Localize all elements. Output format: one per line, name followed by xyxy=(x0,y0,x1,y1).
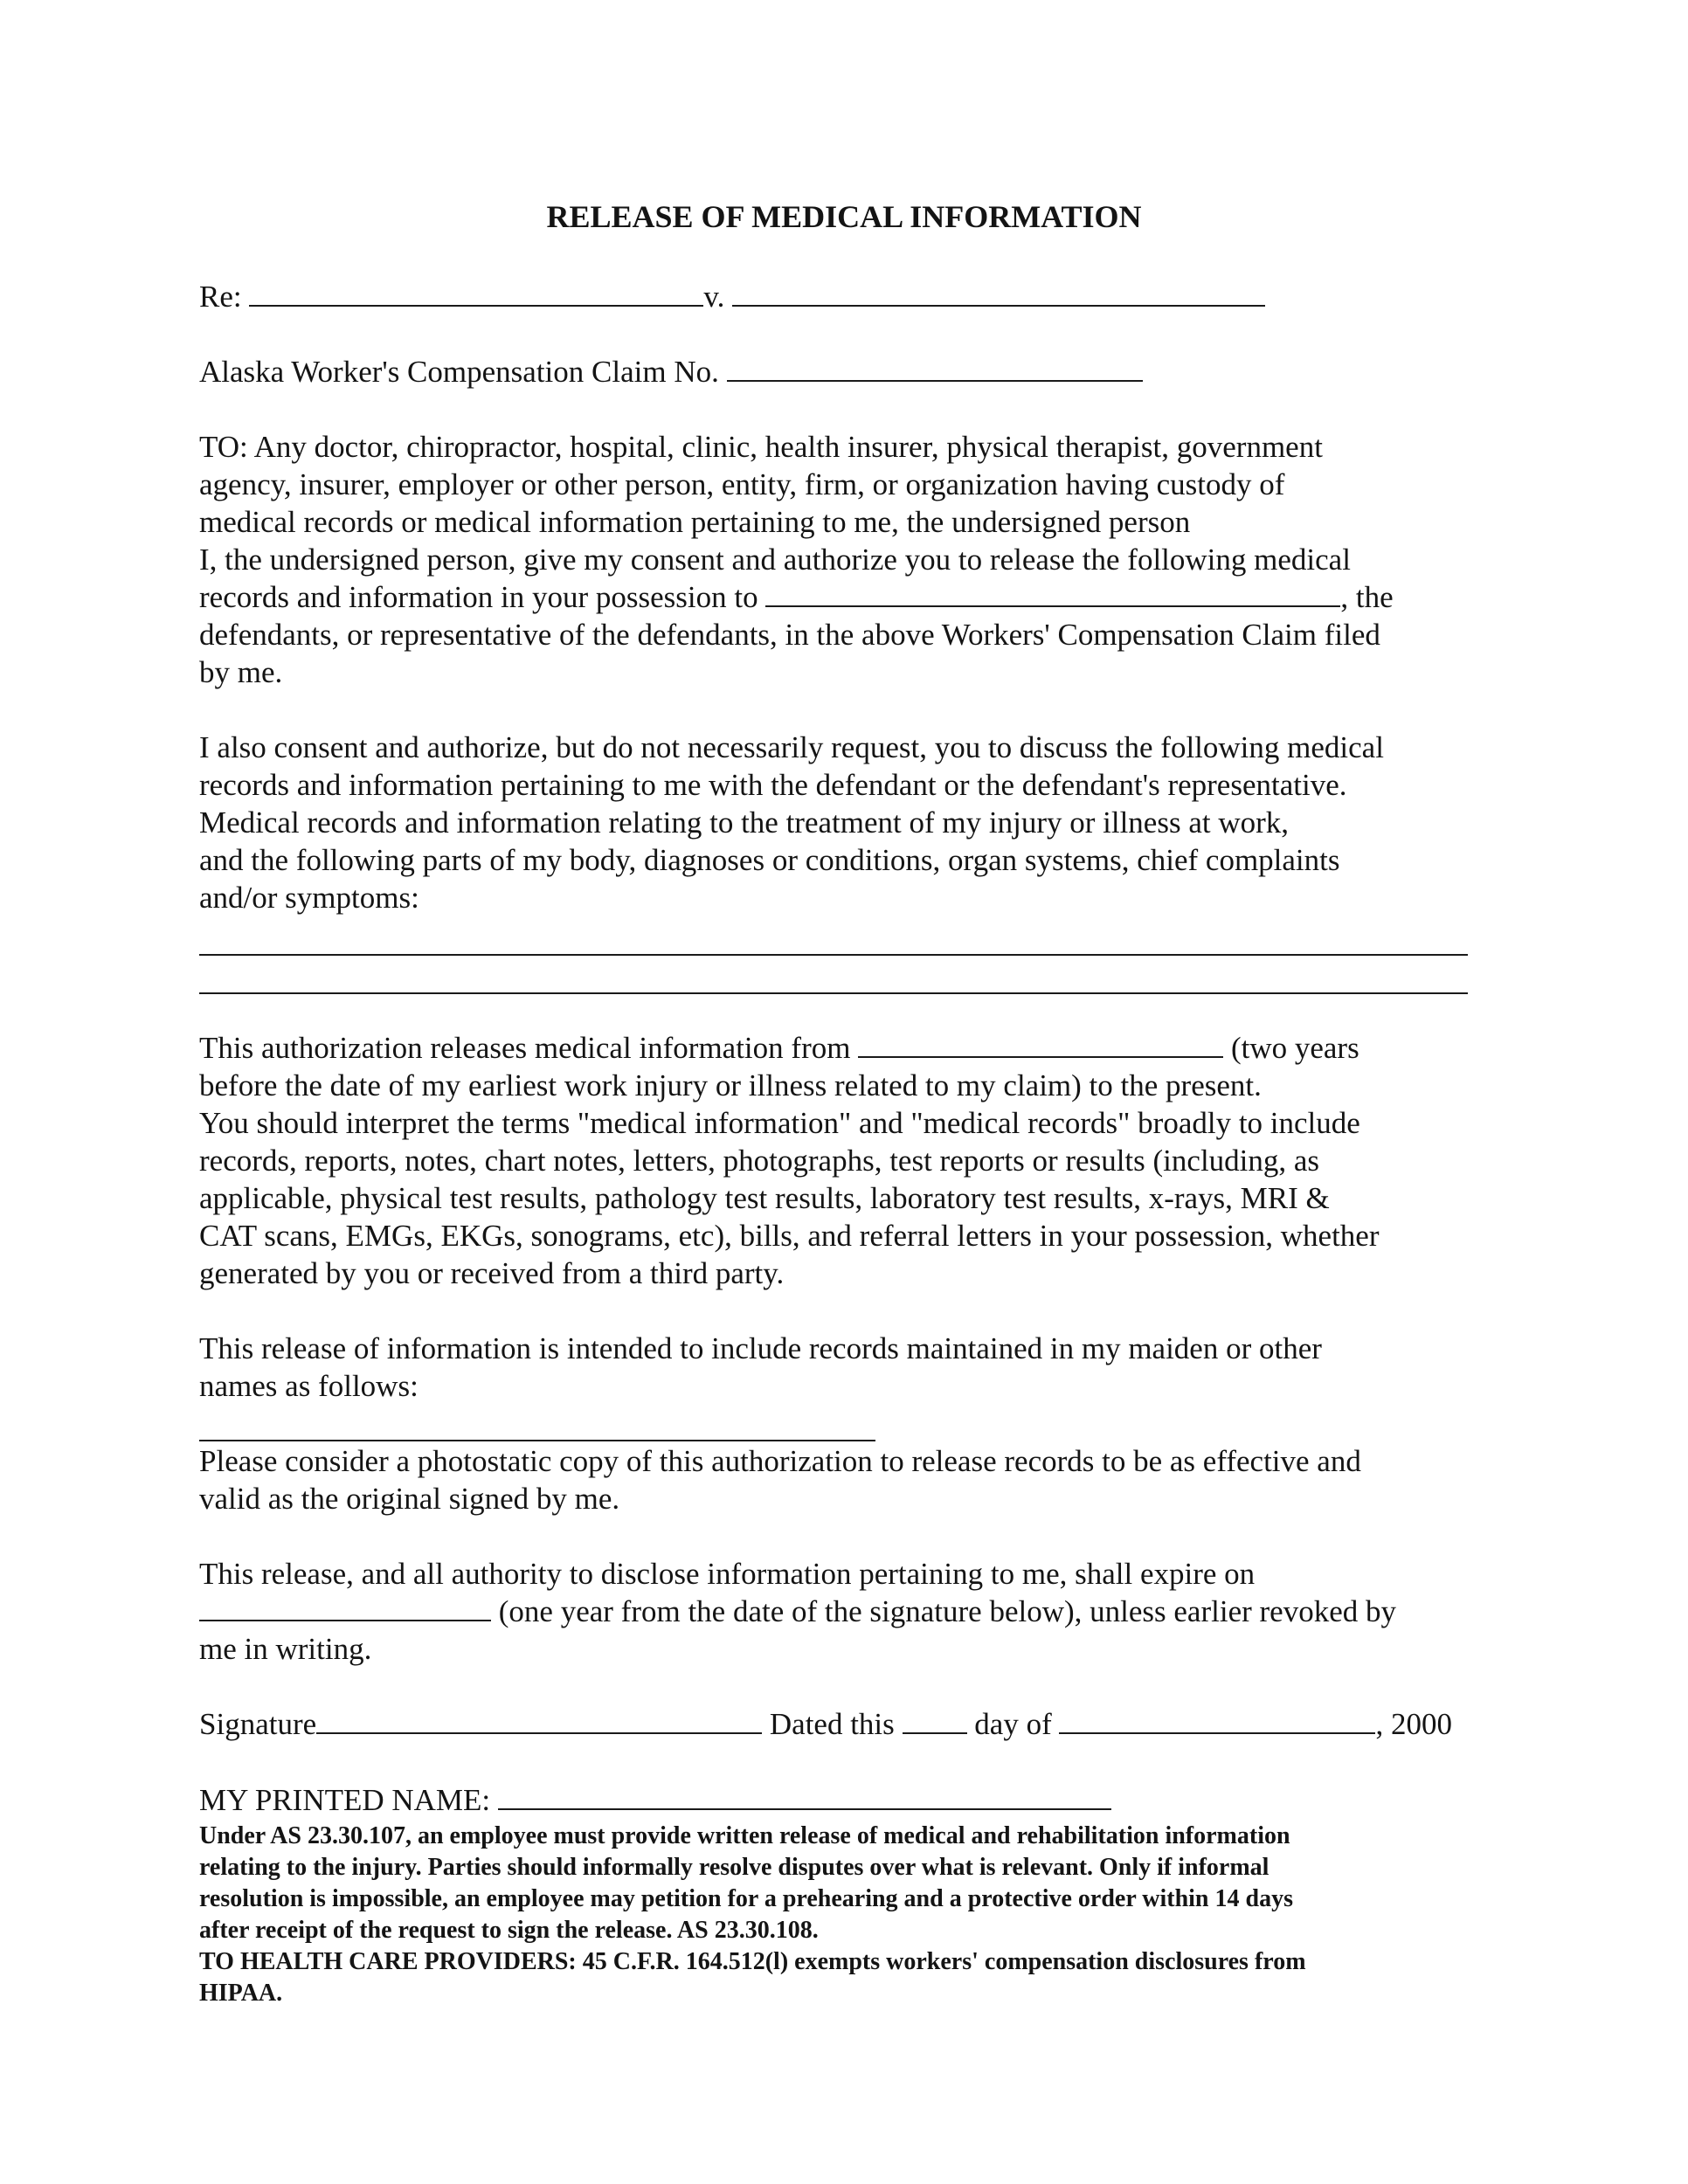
expiration-date-blank[interactable] xyxy=(199,1593,491,1621)
authorization-line: generated by you or received from a third party. xyxy=(199,1256,785,1290)
symptoms-blank-1[interactable] xyxy=(199,954,1468,956)
consent-paragraph-line: I also consent and authorize, but do not necessarily request, you to discuss the following medical xyxy=(199,730,1384,764)
consent-paragraph-line: records and information pertaining to me with the defendant or the defendant's representative. xyxy=(199,768,1347,802)
release-from-date-blank[interactable] xyxy=(858,1030,1223,1058)
consent-paragraph-line: and the following parts of my body, diagnoses or conditions, organ systems, chief complaints xyxy=(199,843,1340,877)
legal-note-line: relating to the injury. Parties should informally resolve disputes over what is relevant. Only if informal xyxy=(199,1854,1269,1881)
legal-note-line: Under AS 23.30.107, an employee must provide written release of medical and rehabilitation information xyxy=(199,1822,1290,1849)
authorization-line: before the date of my earliest work injury or illness related to my claim) to the present. xyxy=(199,1068,1262,1102)
expiration-suffix: (one year from the date of the signature below), unless earlier revoked by xyxy=(498,1594,1396,1628)
expiration-line xyxy=(199,1593,1396,1630)
re-defendant-blank[interactable] xyxy=(732,279,1265,307)
claim-line xyxy=(199,353,1143,390)
re-label: Re: xyxy=(199,280,242,314)
dated-label: Dated this xyxy=(769,1707,895,1741)
photostatic-line: Please consider a photostatic copy of this authorization to release records to be as effective and xyxy=(199,1444,1361,1478)
re-line xyxy=(199,278,1265,315)
release-to-label: records and information in your possession to xyxy=(199,580,758,614)
legal-note-line: TO HEALTH CARE PROVIDERS: 45 C.F.R. 164.512(l) exempts workers' compensation disclosures from xyxy=(199,1948,1306,1975)
authorization-line: You should interpret the terms "medical information" and "medical records" broadly to include xyxy=(199,1106,1360,1140)
authorization-line xyxy=(199,1029,1359,1067)
document-title: RELEASE OF MEDICAL INFORMATION xyxy=(546,199,1142,234)
authorization-line: CAT scans, EMGs, EKGs, sonograms, etc), bills, and referral letters in your possession, whether xyxy=(199,1219,1380,1253)
expiration-line: This release, and all authority to disclose information pertaining to me, shall expire on xyxy=(199,1557,1256,1591)
legal-note-line: resolution is impossible, an employee may petition for a prehearing and a protective order within 14 days xyxy=(199,1885,1293,1912)
claim-label: Alaska Worker's Compensation Claim No. xyxy=(199,355,719,389)
legal-note-line: after receipt of the request to sign the release. AS 23.30.108. xyxy=(199,1917,819,1944)
legal-note-line: HIPAA. xyxy=(199,1980,283,2007)
re-party-blank[interactable] xyxy=(249,279,703,307)
release-from-label: This authorization releases medical information from xyxy=(199,1031,851,1065)
month-blank[interactable] xyxy=(1059,1706,1375,1734)
signature-blank[interactable] xyxy=(316,1706,762,1734)
printed-name-label: MY PRINTED NAME: xyxy=(199,1783,491,1817)
day-of-label: day of xyxy=(974,1707,1052,1741)
versus-label: v. xyxy=(703,280,725,314)
symptoms-blank-2[interactable] xyxy=(199,992,1468,994)
photostatic-line: valid as the original signed by me. xyxy=(199,1482,620,1516)
expiration-line: me in writing. xyxy=(199,1632,372,1666)
printed-name-blank[interactable] xyxy=(498,1782,1111,1810)
to-paragraph-line: by me. xyxy=(199,655,283,689)
to-paragraph-line: defendants, or representative of the defendants, in the above Workers' Compensation Claim filed xyxy=(199,618,1380,652)
signature-label: Signature xyxy=(199,1707,317,1741)
printed-name-line xyxy=(199,1781,1111,1819)
maiden-names-line: names as follows: xyxy=(199,1369,419,1403)
release-from-suffix: (two years xyxy=(1230,1031,1359,1065)
claim-number-blank[interactable] xyxy=(727,354,1143,382)
signature-line xyxy=(199,1705,1452,1743)
to-paragraph-line: agency, insurer, employer or other person, entity, firm, or organization having custody of xyxy=(199,467,1285,501)
year-label: , 2000 xyxy=(1375,1707,1452,1741)
to-paragraph-line: I, the undersigned person, give my consent and authorize you to release the following medical xyxy=(199,543,1351,577)
to-paragraph-line: TO: Any doctor, chiropractor, hospital, clinic, health insurer, physical therapist, government xyxy=(199,430,1323,464)
to-paragraph-line xyxy=(199,578,1394,616)
other-names-blank[interactable] xyxy=(199,1440,875,1441)
consent-paragraph-line: Medical records and information relating to the treatment of my injury or illness at work, xyxy=(199,805,1290,840)
to-paragraph-line: medical records or medical information pertaining to me, the undersigned person xyxy=(199,505,1191,539)
release-to-suffix: , the xyxy=(1340,580,1394,614)
authorization-line: records, reports, notes, chart notes, letters, photographs, test reports or results (including, as xyxy=(199,1144,1320,1178)
release-to-blank[interactable] xyxy=(765,579,1340,607)
consent-paragraph-line: and/or symptoms: xyxy=(199,881,419,915)
day-blank[interactable] xyxy=(903,1706,967,1734)
authorization-line: applicable, physical test results, pathology test results, laboratory test results, x-rays, MRI & xyxy=(199,1181,1330,1215)
maiden-names-line: This release of information is intended to include records maintained in my maiden or other xyxy=(199,1331,1322,1365)
